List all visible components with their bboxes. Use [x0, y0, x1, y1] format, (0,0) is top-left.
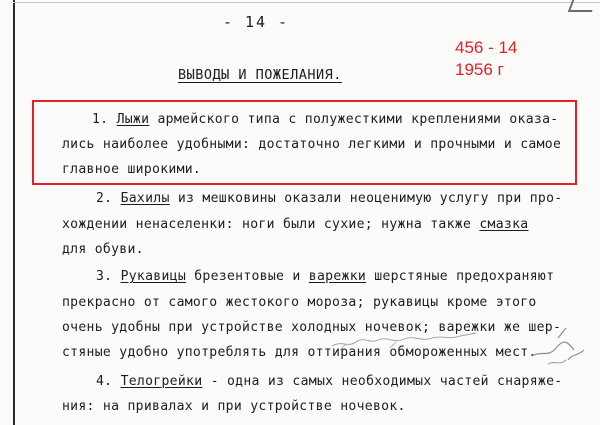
item-1-keyword: Лыжи: [116, 112, 150, 127]
item-3-line-4: стяные удобно употреблять для оттирания обмороженных мест.: [62, 345, 537, 360]
item-1-line-3: главное широкими.: [62, 162, 202, 177]
item-2-line-3: для обуви.: [62, 242, 144, 257]
handwritten-margin-mark: [528, 320, 588, 370]
item-1-line-2: лись наиболее удобными: достаточно легкими и прочными и самое: [62, 137, 562, 152]
page-number: - 14 -: [222, 13, 290, 31]
item-1-line-1: 1. Лыжи армейского типа с полужесткими креплениями оказа-: [92, 112, 559, 127]
item-3-keyword-2: варежки: [308, 269, 367, 284]
archive-annotation-number: 456 - 14: [455, 38, 518, 57]
item-3-keyword: Рукавицы: [120, 269, 187, 284]
item-3-line-2: прекрасно от самого жестокого мороза; рукавицы кроме этого: [62, 295, 537, 310]
item-4-line-2: ния: на привалах и при устройстве ночевок.: [62, 399, 406, 414]
item-4-line-1: 4. Телогрейки - одна из самых необходимых частей снаряже-: [96, 374, 563, 389]
item-2-keyword: Бахилы: [120, 191, 170, 206]
item-2-line-2: хождении ненаселенки: ноги были сухие; нужна также смазка: [62, 217, 529, 232]
page-border-left: [13, 0, 15, 425]
item-2-keyword-2: смазка: [479, 217, 529, 232]
handwritten-insert-mark: [330, 330, 480, 352]
section-heading: ВЫВОДЫ И ПОЖЕЛАНИЯ.: [178, 67, 342, 83]
corner-fold-mark: [568, 0, 596, 12]
item-4-keyword: Телогрейки: [120, 374, 203, 389]
page-border-top: [13, 2, 600, 3]
item-3-line-3: очень удобны при устройстве холодных ночевок; варежки же шер-: [62, 320, 562, 335]
archive-annotation-year: 1956 г: [455, 60, 504, 79]
item-2-line-1: 2. Бахилы из мешковины оказали неоценимую услугу при про-: [96, 191, 563, 206]
item-3-line-1: 3. Рукавицы брезентовые и варежки шерстяные предохраняют: [96, 269, 555, 284]
